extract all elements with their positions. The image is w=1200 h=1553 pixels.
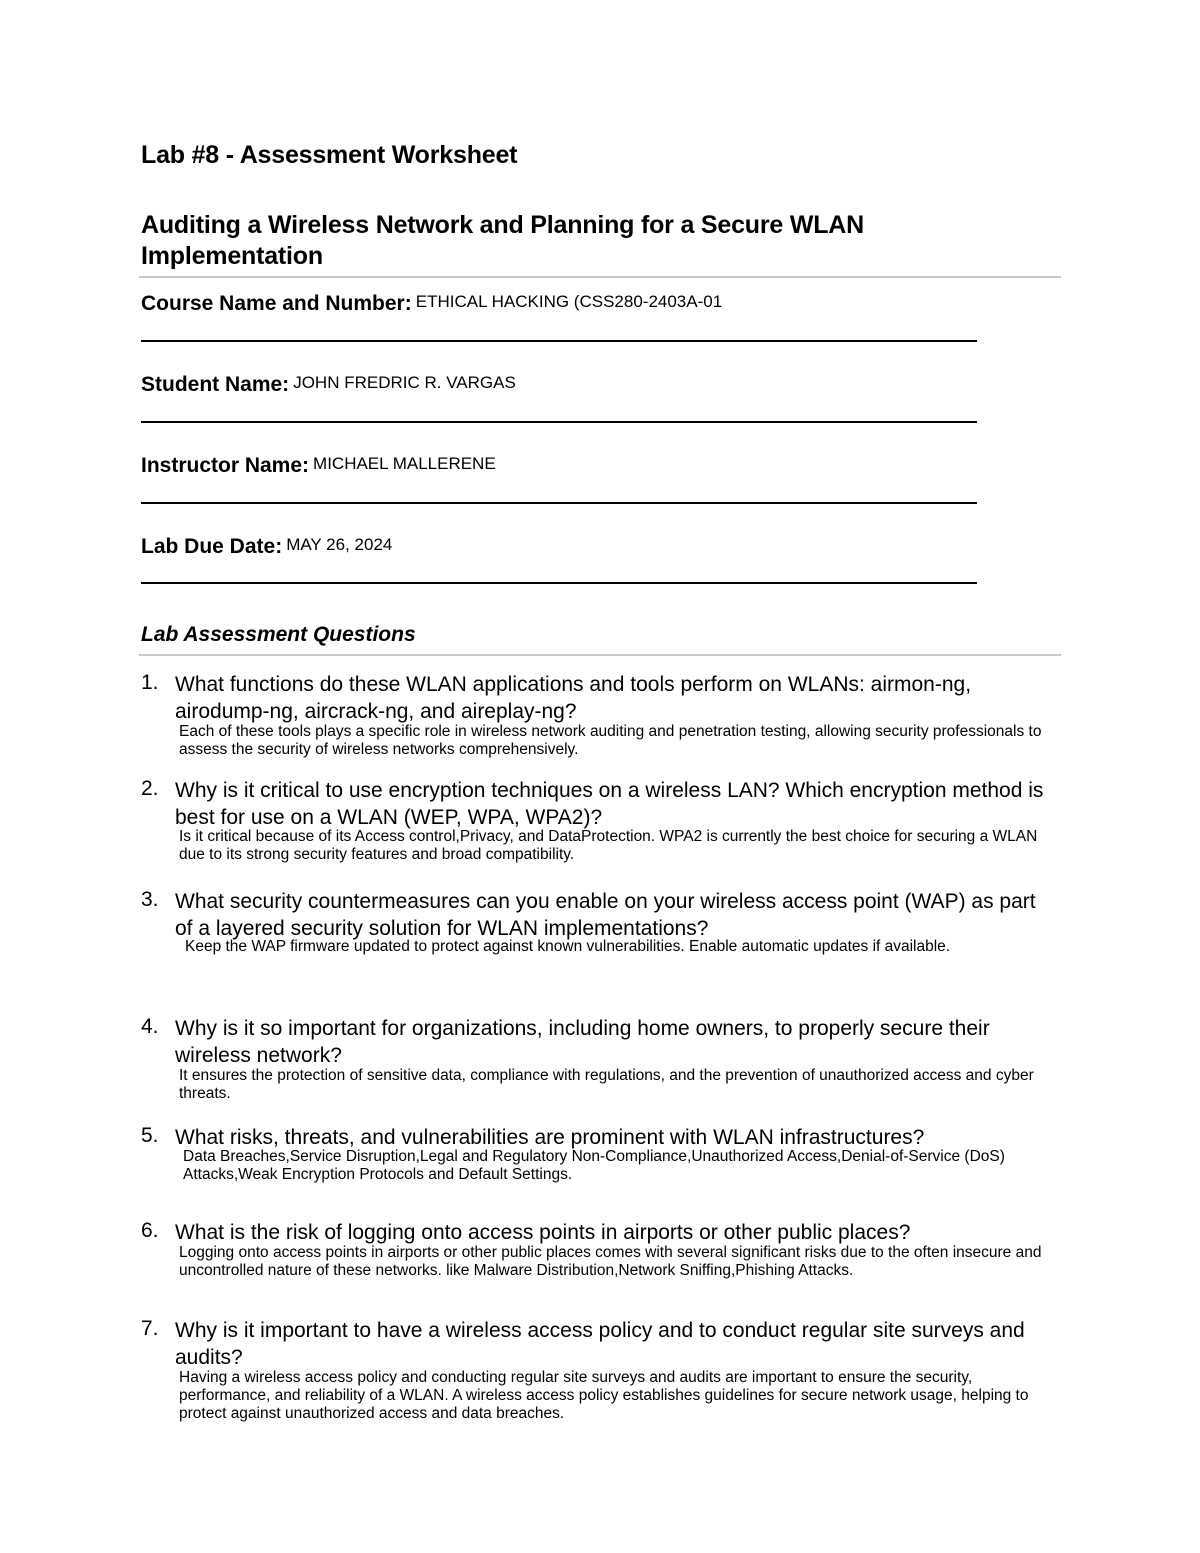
student-field [141, 373, 516, 397]
student-underline [141, 421, 977, 423]
question-number: 7. [141, 1317, 159, 1340]
question-text: What functions do these WLAN applications and tools perform on WLANs: airmon-ng, airodump-ng, aircrack-ng, and aireplay-ng? [175, 673, 972, 723]
course-value: ETHICAL HACKING (CSS280-2403A-01 [415, 292, 723, 311]
question-text: Why is it so important for organizations, including home owners, to properly secure their wireless network? [175, 1017, 990, 1067]
question-text: What is the risk of logging onto access points in airports or other public places? [175, 1221, 911, 1244]
worksheet-title: Lab #8 - Assessment Worksheet [141, 141, 518, 169]
instructor-value: MICHAEL MALLERENE [313, 454, 496, 473]
student-label: Student Name: [141, 373, 290, 396]
answer-text: Keep the WAP firmware updated to protect against known vulnerabilities. Enable automatic updates if available. [185, 938, 951, 955]
course-underline [141, 340, 977, 342]
answer-text: Logging onto access points in airports or other public places comes with several significant risks due to the often insecure and uncontrolled nature of these networks. like Malware Distribution,Network Sniffing,Phishing Attacks. [179, 1244, 1042, 1279]
answer-text: It ensures the protection of sensitive data, compliance with regulations, and the prevention of unauthorized access and cyber threats. [179, 1067, 1034, 1102]
question-text: Why is it important to have a wireless access policy and to conduct regular site surveys and audits? [175, 1319, 1025, 1369]
question-number: 4. [141, 1015, 159, 1038]
question-number: 3. [141, 888, 159, 911]
due-date-underline [141, 582, 977, 584]
due-date-field [141, 535, 392, 559]
course-label: Course Name and Number: [141, 292, 412, 315]
answer-text: Data Breaches,Service Disruption,Legal and Regulatory Non-Compliance,Unauthorized Access,Denial-of-Service (DoS) Attacks,Weak Encryption Protocols and Default Settings. [183, 1148, 1005, 1183]
question-text: Why is it critical to use encryption techniques on a wireless LAN? Which encryption method is best for use on a WLAN (WEP, WPA, WPA2)? [175, 779, 1044, 829]
section-title: Lab Assessment Questions [141, 623, 416, 646]
section-divider [139, 654, 1061, 656]
question-number: 5. [141, 1124, 159, 1147]
student-value: JOHN FREDRIC R. VARGAS [293, 373, 516, 392]
answer-text: Is it critical because of its Access control,Privacy, and DataProtection. WPA2 is currently the best choice for securing a WLAN due to its strong security features and broad compatibility. [179, 828, 1038, 863]
due-date-label: Lab Due Date: [141, 535, 283, 558]
question-number: 1. [141, 671, 159, 694]
answer-text: Having a wireless access policy and conducting regular site surveys and audits are important to ensure the security, performance, and reliability of a WLAN. A wireless access policy establishes guidelines for secure network usage, helping to protect against unauthorized access and data breaches. [179, 1369, 1029, 1422]
header-divider [139, 276, 1061, 278]
instructor-underline [141, 502, 977, 504]
instructor-field [141, 454, 496, 478]
question-number: 2. [141, 777, 159, 800]
course-field [141, 292, 722, 316]
question-text: What security countermeasures can you enable on your wireless access point (WAP) as part of a layered security solution for WLAN implementations? [175, 890, 1036, 940]
worksheet-subtitle: Auditing a Wireless Network and Planning for a Secure WLAN Implementation [141, 211, 865, 270]
instructor-label: Instructor Name: [141, 454, 310, 477]
question-text: What risks, threats, and vulnerabilities are prominent with WLAN infrastructures? [175, 1126, 925, 1149]
due-date-value: MAY 26, 2024 [286, 535, 393, 554]
answer-text: Each of these tools plays a specific role in wireless network auditing and penetration testing, allowing security professionals to assess the security of wireless networks comprehensively. [179, 723, 1042, 758]
question-number: 6. [141, 1219, 159, 1242]
